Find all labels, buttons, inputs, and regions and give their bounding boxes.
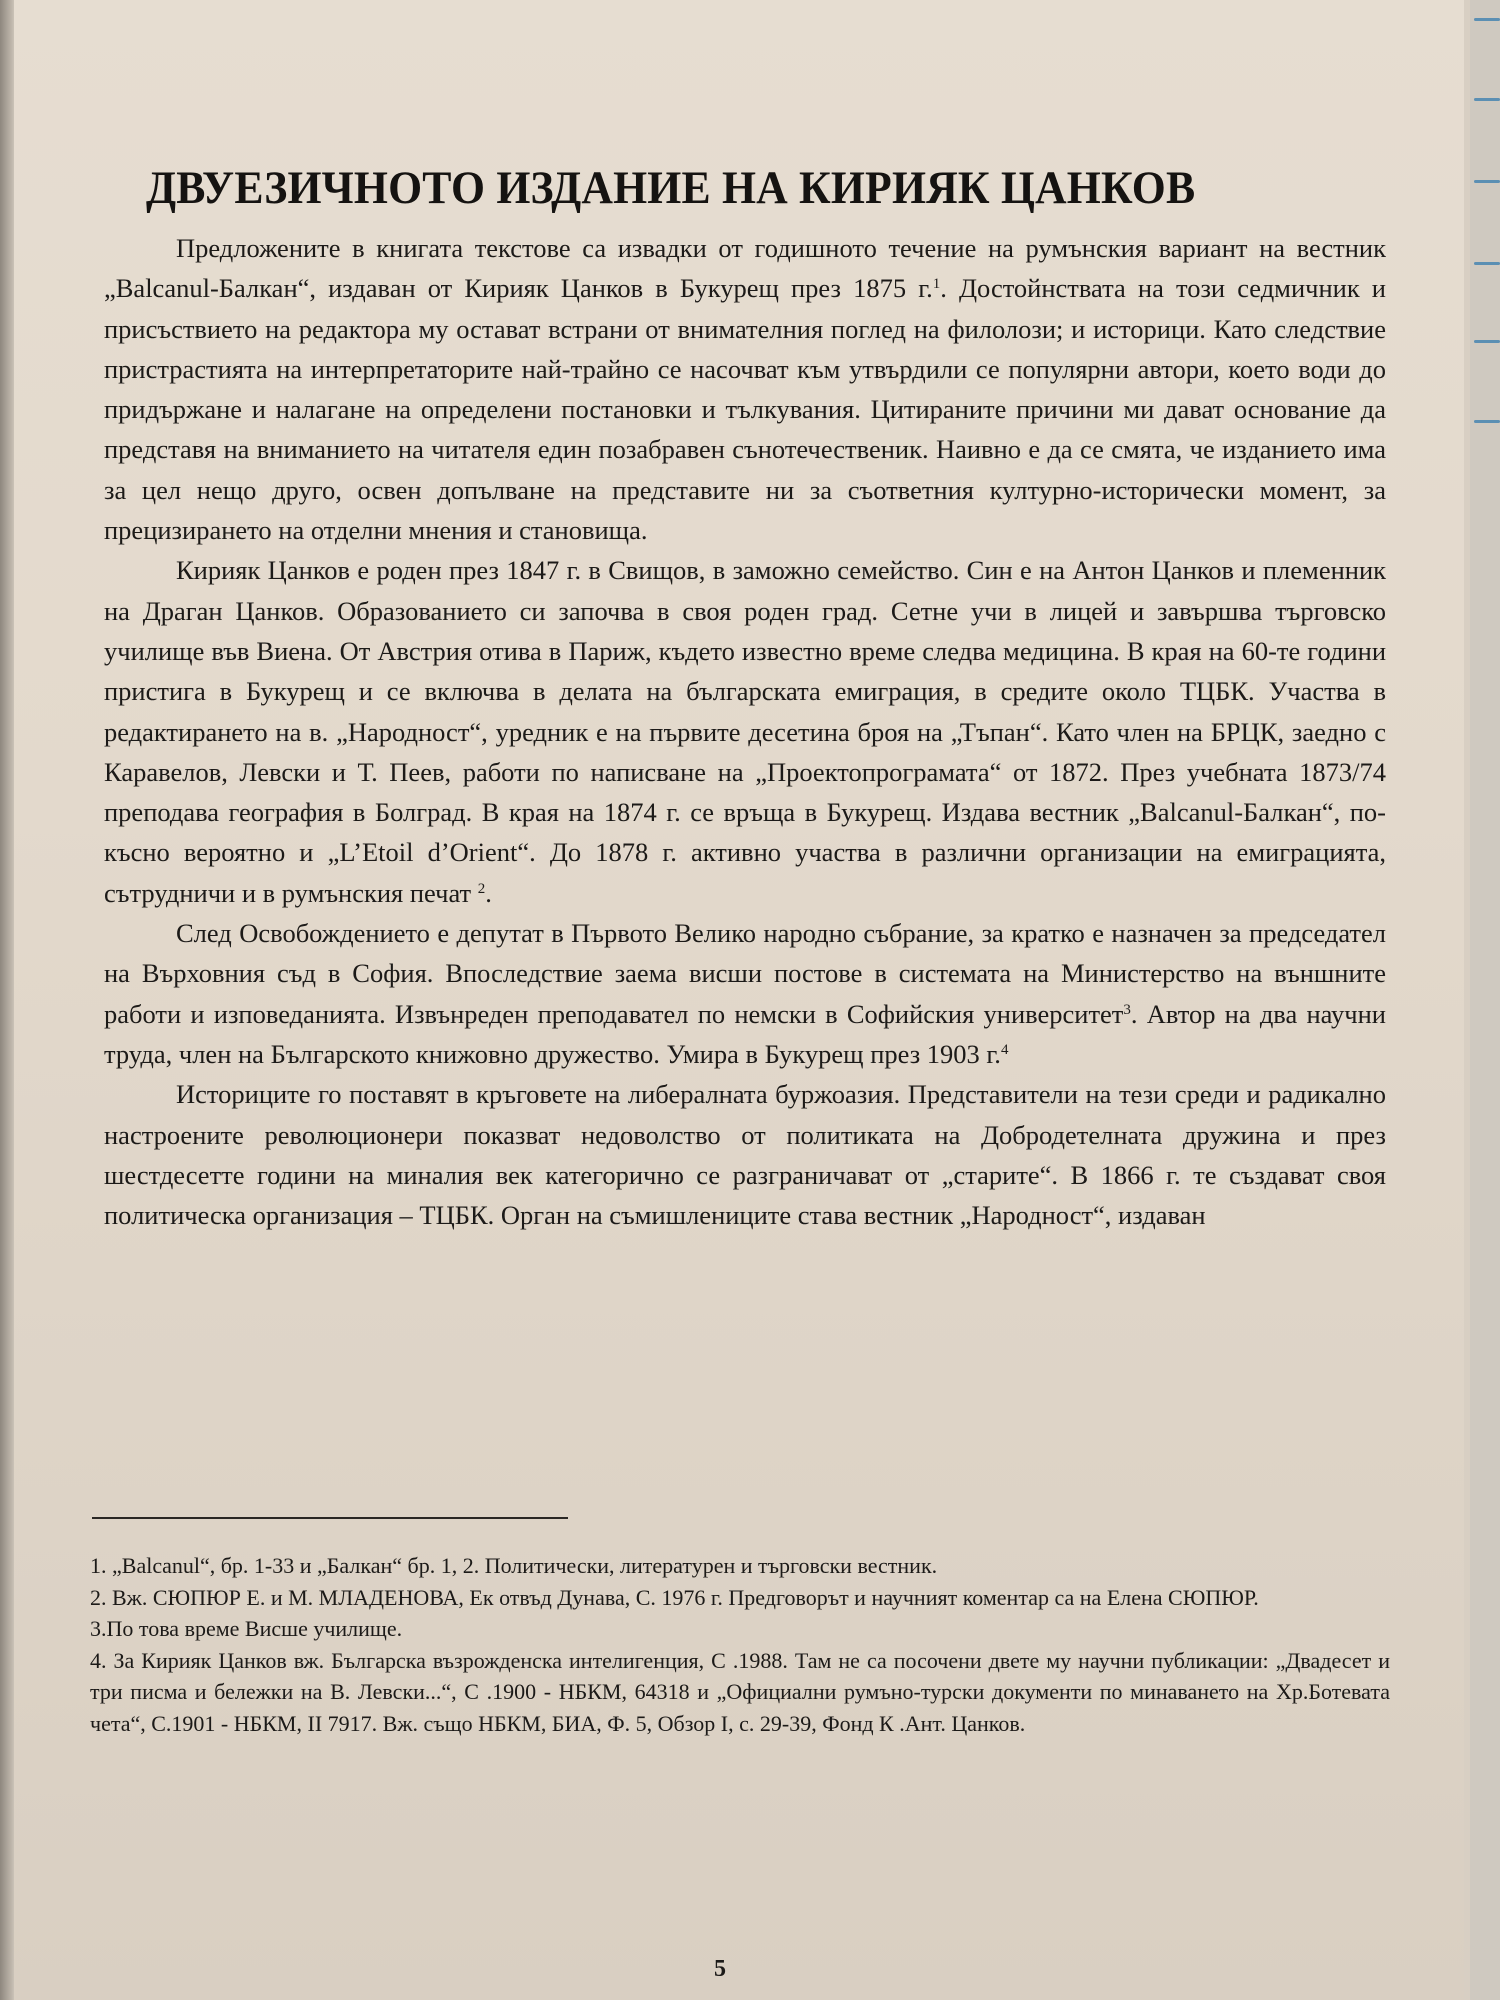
paragraph-text: Историците го поставят в кръговете на либералната буржоазия. Представители на тези среди и радикално настроените революционери показват недоволство от политиката на Добродетелната дружина и през шестдесетте години на миналия век категорично се разграничават от „старите“. В 1866 г. те създават своя политическа организация – ТЦБК. Орган на съмишлениците става вестник „Народност“, издаван [104,1079,1386,1231]
footnote-1: 1. „Balcanul“, бр. 1-33 и „Балкан“ бр. 1, 2. Политически, литературен и търговски вестник. [90,1553,938,1578]
footnote-ref-1[interactable]: 1 [932,276,941,293]
paragraph-1 [104,228,1386,550]
paragraph-2 [104,550,1386,913]
footnote-4: 4. За Кирияк Цанков вж. Българска възрожденска интелигенция, С .1988. Там не са посочени двете му научни публикации: „Двадесет и три писма и бележки на В. Левски...“, С .1900 - НБКМ, 64318 и „Официални румъно-турски документи по минаването на Хр.Ботевата чета“, С.1901 - НБКМ, II 7917. Вж. също НБКМ, БИА, Ф. 5, Обзор I, с. 29-39, Фонд К .Ант. Цанков. [90,1647,1390,1736]
paragraph-text: . Автор на два научни труда, член на Българското книжовно дружество. Умира в Букурещ през 1903 г. [104,998,1386,1069]
paragraph-text: Предложените в книгата текстове са извадки от годишното течение на румънския вариант на вестник „Balcanul-Балкан“, издаван от Кирияк Цанков в Букурещ през 1875 г. [104,233,1386,304]
paragraph-3 [104,913,1386,1074]
footnote-ref-3[interactable]: 3 [1123,1001,1131,1018]
paragraph-text: След Освобождението е депутат в Първото Велико народно събрание, за кратко е назначен за председател на Върховния съд в София. Впоследствие заема висши постове в системата на Министерство на външните работи и изповеданията. Извънреден преподавател по немски в Софийския университет [104,918,1386,1029]
footnote-3: 3.По това време Висше училище. [90,1616,403,1641]
footnote-separator [92,1517,568,1519]
footnote-ref-2[interactable]: 2 [477,880,486,897]
paragraph-4 [104,1074,1386,1235]
notebook-ruling-line [1474,262,1500,265]
notebook-ruling-line [1474,98,1500,101]
footnotes [90,1550,1390,1739]
notebook-ruling-line [1474,180,1500,183]
notebook-ruling-line [1474,420,1500,423]
body-text [104,228,1386,1235]
notebook-ruling-line [1474,340,1500,343]
paragraph-text: . Достойнствата на този седмичник и присъствието на редактора му остават встрани от внимателния поглед на филолози; и историци. Като следствие пристрастията на интерпретаторите най-трайно се насочват към утвърдили се популярни автори, което води до придържане и налагане на определени постановки и тълкувания. Цитираните причини ми дават основание да представя на вниманието на читателя един позабравен сънотечественик. Наивно е да се смята, че изданието има за цел нещо друго, освен допълване на представите ни за съответния културно-исторически момент, за прецизирането на отделни мнения и становища. [104,273,1386,546]
page-title: ДВУЕЗИЧНОТО ИЗДАНИЕ НА КИРИЯК ЦАНКОВ [146,162,1196,215]
page-number: 5 [714,1956,726,1982]
footnote-2: 2. Вж. СЮПЮР Е. и М. МЛАДЕНОВА, Ек отвъд Дунава, С. 1976 г. Предговорът и научният коментар са на Елена СЮПЮР. [90,1584,1259,1610]
footnote-ref-4[interactable]: 4 [1000,1041,1009,1058]
book-page [14,0,1464,2000]
notebook-edge-background [1470,0,1500,2000]
paragraph-text: Кирияк Цанков е роден през 1847 г. в Свищов, в заможно семейство. Син е на Антон Цанков и племенник на Драган Цанков. Образованието си започва в своя роден град. Сетне учи в лицей и завършва търговско училище във Виена. От Австрия отива в Париж, където известно време следва медицина. В края на 60-те години пристига в Букурещ и се включва в делата на българската емиграция, в средите около ТЦБК. Участва в редактирането на в. „Народност“, уредник е на първите десетина броя на „Тъпан“. Като член на БРЦК, заедно с Каравелов, Левски и Т. Пеев, работи по написване на „Проектопрограмата“ от 1872. През учебната 1873/74 преподава география в Болград. В края на 1874 г. се връща в Букурещ. Издава вестник „Balcanul-Балкан“, по-късно вероятно и „L’Etoil d’Orient“. До 1878 г. активно участва в различни организации на емиграцията, сътрудничи и в румънския печат [104,555,1386,908]
paragraph-text: . [485,877,492,908]
notebook-ruling-line [1474,18,1500,21]
